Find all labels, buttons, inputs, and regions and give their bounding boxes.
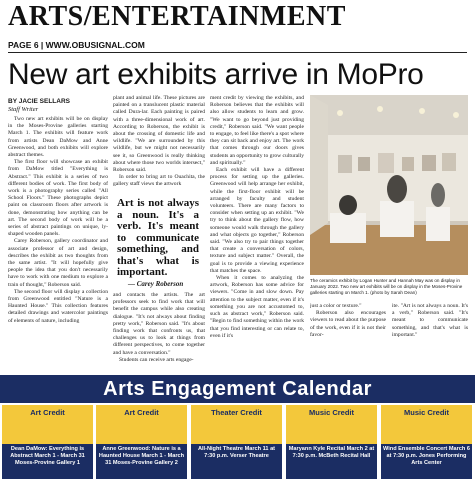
calendar-event-card bbox=[2, 405, 93, 479]
paragraph: In order to bring art to Ouachita, the gallery staff views the artwork bbox=[113, 174, 205, 188]
paragraph: and contacts the artists. The art professors seek to find work that will benefit the campus while also creating dialogue. "It's not always about finding pretty work," Roberson said. "It's about finding work that confronts us, that challenges us to look at things from different perspectives, to come together and have a conversation." bbox=[113, 292, 205, 356]
article-column-3 bbox=[210, 95, 304, 374]
byline: BY JACIE SELLARS bbox=[8, 98, 71, 105]
paragraph: The second floor will display a collection from Greenwood entitled "Nature is a Haunted House." This collection features detailed drawings and watercolor paintings of elements of nature, including bbox=[8, 288, 108, 324]
calendar-card-header bbox=[2, 405, 93, 444]
paragraph: plant and animal life. These pictures are painted on a translucent plastic material called Dura-lar. Each painting is paired with a three-dimensional work of art. According to Roberson, the exhibit is about the crossing of domestic life and wildlife. "We are surrounded by this wildlife, but we might not necessarily see it, so Greenwood is really thinking about where those two worlds intersect," Roberson said. bbox=[113, 95, 205, 174]
event-details: Dean DaMow: Everything is Abstract March 1 - March 31 Moses-Provine Gallery 1 bbox=[10, 446, 85, 466]
article-column-5 bbox=[392, 303, 468, 373]
calendar-title: Arts Engagement Calendar bbox=[103, 378, 372, 400]
event-category: Theater Credit bbox=[211, 408, 262, 417]
article-column-2-top bbox=[113, 95, 205, 195]
calendar-card-header bbox=[381, 405, 472, 444]
article-column-1 bbox=[8, 116, 108, 374]
paragraph: Carey Roberson, gallery coordinator and associate professor of art and design, describes the exhibit as two thoughts from the same artist. "It will hopefully give people the idea that you don't necessarily have to work with one medium to explore a train of thought," Roberson said. bbox=[8, 238, 108, 288]
paragraph: Students can receive arts engage- bbox=[119, 356, 194, 363]
article-column-2-bottom bbox=[113, 292, 205, 374]
event-details: All-Night Theatre March 11 at 7:30 p.m. Verser Theatre bbox=[197, 446, 276, 459]
calendar-event-card bbox=[286, 405, 377, 479]
paragraph: just a color or texture." bbox=[310, 303, 362, 309]
gallery-photo-image bbox=[310, 95, 468, 275]
article-column-4 bbox=[310, 303, 386, 373]
calendar-card-header bbox=[286, 405, 377, 444]
paragraph: The first floor will showcase an exhibit from DaMow titled "Everything is Abstract." This exhibit is a series of two different bodies of work. The first body of work is a photography series called "All School Floors." These photographs depict paint on classroom floors after artwork is done, demonstrating how anything can be art. The second body of work will be a series of abstract paintings on unique, ly-shaped wooden panels. bbox=[8, 159, 108, 238]
paragraph: Roberson also encourages viewers to read about the purpose of the work, even if it is not their favor- bbox=[310, 310, 386, 338]
article-headline: New art exhibits arrive in MoPro bbox=[8, 58, 424, 91]
event-category: Music Credit bbox=[308, 408, 354, 417]
calendar-card-header bbox=[96, 405, 187, 444]
byline-title: Staff Writer bbox=[8, 106, 39, 113]
event-category: Music Credit bbox=[403, 408, 449, 417]
paragraph: Each exhibit will have a different process for setting up the galleries. Greenwood will help arrange her exhibit, while the first-floor exhibit will be arranged by faculty and student volunteers. There are many factors to consider when setting up an exhibit. "We try to think about the gallery flow, how someone would walk through the gallery and what objects go together," Roberson said. "We also try to pair things together that create a conversation of colors, texture and subject matter." Overall, the goal is to provide a viewing experience that matches the space. bbox=[210, 167, 304, 274]
gallery-photo bbox=[310, 95, 468, 275]
calendar-event-card bbox=[381, 405, 472, 479]
page-number-url: PAGE 6 | WWW.OBUSIGNAL.COM bbox=[8, 40, 145, 50]
calendar-event-card bbox=[96, 405, 187, 479]
photo-caption: The ceramics exhibit by Logan Hunter and Hannah May was on display in January 2022. Two new art exhibits will be on display in the Moses-Provine galleries starting on March 1. (photo by Sarah Dean) bbox=[310, 278, 463, 295]
header-rule bbox=[8, 52, 467, 53]
event-details: Wind Ensemble Concert March 6 at 7:30 p.m. Jones Performing Arts Center bbox=[383, 446, 470, 466]
section-title: ARTS/ENTERTAINMENT bbox=[8, 1, 346, 32]
event-category: Art Credit bbox=[30, 408, 65, 417]
pull-quote-attribution: — Carey Roberson bbox=[128, 280, 184, 288]
pull-quote: Art is not always a noun. It's a verb. It's meant to communicate something, and that's what is important. bbox=[117, 197, 199, 278]
event-category: Art Credit bbox=[124, 408, 159, 417]
paragraph: Two new art exhibits will be on display in the Moses-Provine galleries starting March 1. The exhibits will feature work from artists Dean DaMow and Anne Greenwood, and both exhibits will explore abstract themes. bbox=[8, 116, 108, 159]
event-details: Anne Greenwood: Nature is a Haunted House March 1 - March 31 Moses-Provine Gallery 2 bbox=[98, 446, 185, 466]
paragraph: ment credit by viewing the exhibits, and Roberson believes that the exhibits will also allow students to learn and grow. "We want to go beyond just providing credit," Roberson said. "We want people to engage, to feel like there's a spot where they can sit back and enjoy art. The work that comes through our doors gives students an opportunity to grow culturally and spiritually." bbox=[210, 95, 304, 166]
paragraph: ite. "Art is not always a noun. It's a verb," Roberson said. "It's meant to communicate something, and that's what is important." bbox=[392, 303, 468, 338]
calendar-card-header bbox=[191, 405, 282, 444]
calendar-event-card bbox=[191, 405, 282, 479]
event-details: Maryann Kyle Recital March 2 at 7:30 p.m. McBeth Recital Hall bbox=[288, 446, 375, 459]
paragraph: When it comes to analyzing the artwork, Roberson has some advice for viewers. "Come in and slow down. Pay attention to the subject matter, even if it's something you are not accustomed to, such as abstract work," Roberson said. "Begin to find something within the work that you find interesting or can relate to, even if it's bbox=[210, 275, 304, 339]
